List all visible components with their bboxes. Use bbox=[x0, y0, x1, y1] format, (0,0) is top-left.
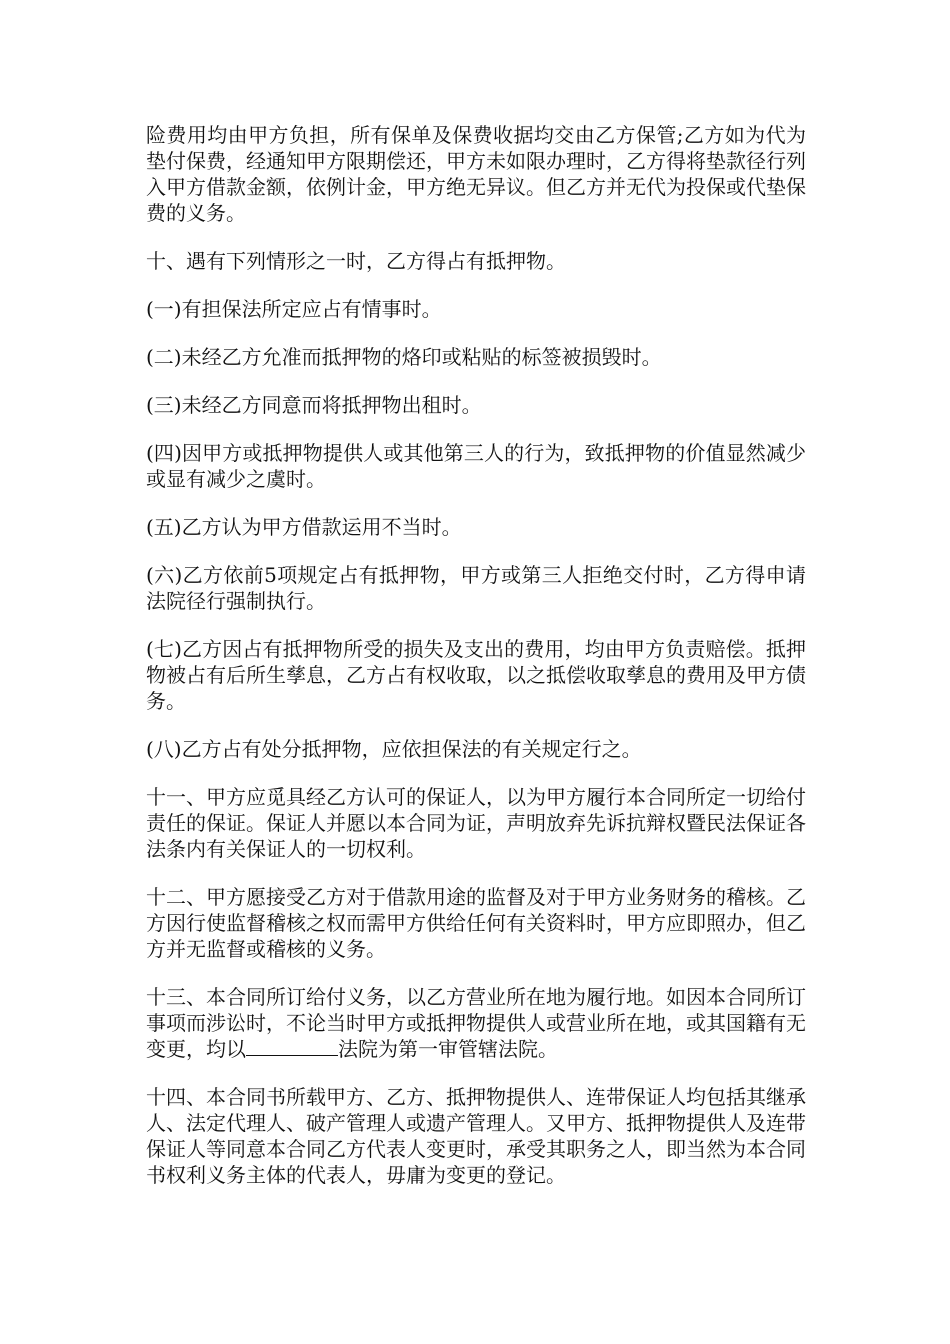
clause-14: 十四、本合同书所载甲方、乙方、抵押物提供人、连带保证人均包括其继承人、法定代理人、破产管理人或遗产管理人。又甲方、抵押物提供人及连带保证人等同意本合同乙方代表人变更时，承受其职务之人，即当然为本合同书权利义务主体的代表人，毋庸为变更的登记。 bbox=[146, 1085, 806, 1187]
clause-10-item-3: (三)未经乙方同意而将抵押物出租时。 bbox=[146, 393, 482, 417]
clause-10-item-4: (四)因甲方或抵押物提供人或其他第三人的行为，致抵押物的价值显然减少或显有减少之虞时。 bbox=[146, 441, 806, 491]
clause-13-text-before: 十三、本合同所订给付义务，以乙方营业所在地为履行地。如因本合同所订事项而涉讼时，不论当时甲方或抵押物提供人或营业所在地，或其国籍有无变更，均以 bbox=[146, 985, 806, 1061]
clause-10-item-1: (一)有担保法所定应占有情事时。 bbox=[146, 297, 442, 321]
clause-10-item-7: (七)乙方因占有抵押物所受的损失及支出的费用，均由甲方负责赔偿。抵押物被占有后所生孳息，乙方占有权收取，以之抵偿收取孳息的费用及甲方债务。 bbox=[146, 637, 806, 713]
court-name-blank bbox=[246, 1037, 338, 1056]
clause-13 bbox=[146, 984, 806, 1062]
clause-10-heading: 十、遇有下列情形之一时，乙方得占有抵押物。 bbox=[146, 249, 566, 273]
clause-13-text-after: 法院为第一审管辖法院。 bbox=[338, 1037, 558, 1061]
paragraph-insurance-fees: 险费用均由甲方负担，所有保单及保费收据均交由乙方保管;乙方如为代为垫付保费，经通知甲方限期偿还，甲方未如限办理时，乙方得将垫款径行列入甲方借款金额，依例计金，甲方绝无异议。但乙方并无代为投保或代垫保费的义务。 bbox=[146, 123, 806, 225]
clause-12: 十二、甲方愿接受乙方对于借款用途的监督及对于甲方业务财务的稽核。乙方因行使监督稽核之权而需甲方供给任何有关资料时，甲方应即照办，但乙方并无监督或稽核的义务。 bbox=[146, 885, 806, 961]
clause-10-item-2: (二)未经乙方允准而抵押物的烙印或粘贴的标签被损毁时。 bbox=[146, 345, 662, 369]
clause-11: 十一、甲方应觅具经乙方认可的保证人，以为甲方履行本合同所定一切给付责任的保证。保证人并愿以本合同为证，声明放弃先诉抗辩权暨民法保证各法条内有关保证人的一切权利。 bbox=[146, 785, 806, 861]
clause-10-item-8: (八)乙方占有处分抵押物，应依担保法的有关规定行之。 bbox=[146, 737, 642, 761]
document-page bbox=[146, 122, 806, 1210]
clause-10-item-6: (六)乙方依前5项规定占有抵押物，甲方或第三人拒绝交付时，乙方得申请法院径行强制执行。 bbox=[146, 563, 806, 613]
clause-10-item-5: (五)乙方认为甲方借款运用不当时。 bbox=[146, 515, 462, 539]
